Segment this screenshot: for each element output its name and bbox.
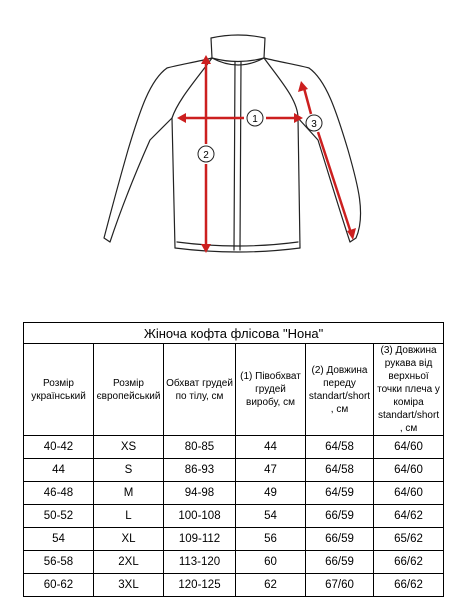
table-title: Жіноча кофта флісова "Нона" bbox=[24, 323, 444, 344]
table-cell: 66/62 bbox=[374, 551, 444, 574]
jacket-zipper bbox=[234, 62, 241, 250]
table-row bbox=[24, 436, 444, 459]
table-cell: 64/60 bbox=[374, 436, 444, 459]
table-row bbox=[24, 574, 444, 597]
table-cell: 49 bbox=[236, 482, 306, 505]
table-cell: 120-125 bbox=[164, 574, 236, 597]
header-body-chest: Обхват грудей по тілу, см bbox=[164, 344, 236, 436]
table-row bbox=[24, 551, 444, 574]
size-chart-table bbox=[23, 322, 444, 597]
table-cell: 86-93 bbox=[164, 459, 236, 482]
header-front-length: (2) Довжина переду standart/short , см bbox=[306, 344, 374, 436]
table-cell: S bbox=[94, 459, 164, 482]
table-cell: 109-112 bbox=[164, 528, 236, 551]
table-cell: 44 bbox=[236, 436, 306, 459]
sleeve-length-line-lower bbox=[318, 132, 351, 233]
table-cell: 66/62 bbox=[374, 574, 444, 597]
table-cell: 64/59 bbox=[306, 482, 374, 505]
table-cell: 64/60 bbox=[374, 459, 444, 482]
marker-2-label: 2 bbox=[203, 150, 209, 161]
table-cell: 40-42 bbox=[24, 436, 94, 459]
table-row bbox=[24, 528, 444, 551]
table-cell: 50-52 bbox=[24, 505, 94, 528]
table-cell: 60 bbox=[236, 551, 306, 574]
table-cell: 54 bbox=[24, 528, 94, 551]
table-cell: 46-48 bbox=[24, 482, 94, 505]
table-cell: 47 bbox=[236, 459, 306, 482]
table-cell: 56-58 bbox=[24, 551, 94, 574]
table-cell: 66/59 bbox=[306, 528, 374, 551]
table-cell: 56 bbox=[236, 528, 306, 551]
table-cell: 60-62 bbox=[24, 574, 94, 597]
table-cell: 65/62 bbox=[374, 528, 444, 551]
table-cell: 2XL bbox=[94, 551, 164, 574]
sleeve-arrow-top bbox=[298, 81, 308, 92]
jacket-hem bbox=[175, 242, 300, 252]
table-row bbox=[24, 482, 444, 505]
table-row bbox=[24, 459, 444, 482]
header-eu-size: Розмір європейський bbox=[94, 344, 164, 436]
table-cell: 64/60 bbox=[374, 482, 444, 505]
header-ua-size: Розмір український bbox=[24, 344, 94, 436]
table-cell: 66/59 bbox=[306, 551, 374, 574]
table-cell: 67/60 bbox=[306, 574, 374, 597]
header-half-chest: (1) Півобхват грудей виробу, см bbox=[236, 344, 306, 436]
table-cell: 64/62 bbox=[374, 505, 444, 528]
table-cell: 80-85 bbox=[164, 436, 236, 459]
table-cell: 64/58 bbox=[306, 459, 374, 482]
table-row bbox=[24, 505, 444, 528]
table-cell: 44 bbox=[24, 459, 94, 482]
table-cell: 62 bbox=[236, 574, 306, 597]
jacket-body-left bbox=[104, 58, 212, 248]
jacket-collar bbox=[211, 35, 265, 65]
table-cell: M bbox=[94, 482, 164, 505]
front-length-arrow-top bbox=[201, 55, 211, 64]
table-cell: 54 bbox=[236, 505, 306, 528]
chest-arrow-left bbox=[177, 113, 186, 123]
table-cell: 3XL bbox=[94, 574, 164, 597]
sleeve-length-line bbox=[304, 88, 311, 114]
table-cell: XS bbox=[94, 436, 164, 459]
table-cell: 64/58 bbox=[306, 436, 374, 459]
marker-3-label: 3 bbox=[311, 119, 317, 130]
table-header-row bbox=[24, 344, 444, 436]
table-cell: XL bbox=[94, 528, 164, 551]
table-cell: 113-120 bbox=[164, 551, 236, 574]
table-cell: L bbox=[94, 505, 164, 528]
header-sleeve-length: (3) Довжина рукава від верхньої точки плеча у коміра standart/short , см bbox=[374, 344, 444, 436]
marker-1-label: 1 bbox=[252, 114, 258, 125]
table-cell: 94-98 bbox=[164, 482, 236, 505]
table-cell: 100-108 bbox=[164, 505, 236, 528]
table-cell: 66/59 bbox=[306, 505, 374, 528]
